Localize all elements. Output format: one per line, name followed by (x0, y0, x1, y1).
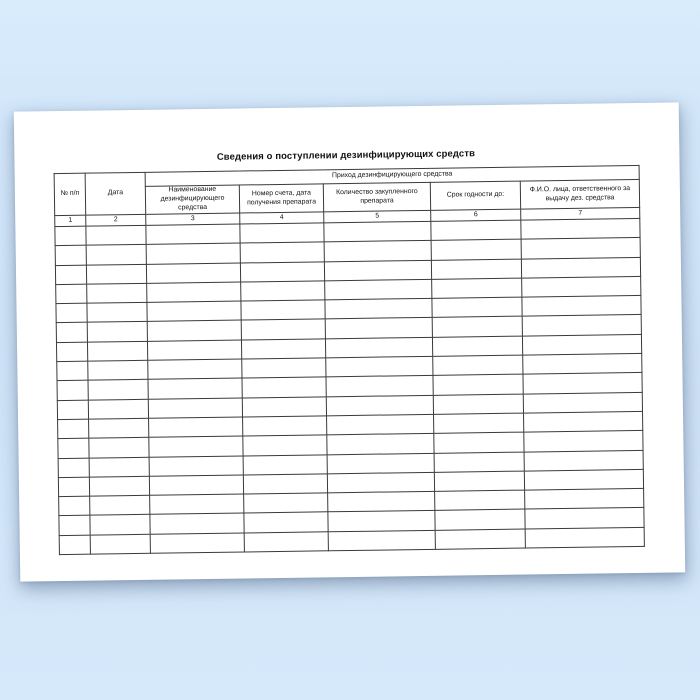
empty-cell (327, 434, 434, 455)
empty-cell (434, 452, 524, 473)
empty-cell (521, 218, 640, 239)
col-number-7: 7 (521, 207, 640, 220)
empty-cell (244, 512, 328, 532)
empty-cell (90, 495, 150, 515)
col-header-quantity: Количество закупленного препарата (323, 182, 430, 211)
empty-cell (326, 356, 433, 377)
empty-cell (148, 398, 242, 419)
empty-cell (147, 301, 241, 322)
empty-cell (57, 400, 88, 420)
empty-cell (149, 417, 243, 438)
empty-cell (89, 418, 149, 438)
empty-cell (241, 339, 325, 359)
disinfectant-intake-table (54, 165, 645, 555)
empty-cell (241, 319, 325, 339)
empty-cell (434, 471, 524, 492)
empty-cell (432, 336, 522, 357)
empty-cell (149, 436, 243, 457)
empty-cell (56, 342, 87, 362)
empty-cell (146, 263, 240, 284)
empty-cell (147, 320, 241, 341)
empty-cell (89, 457, 149, 477)
empty-cell (524, 411, 643, 432)
empty-cell (58, 438, 89, 458)
empty-cell (149, 456, 243, 477)
empty-cell (57, 361, 88, 381)
empty-cell (522, 334, 641, 355)
empty-cell (325, 318, 432, 339)
col-header-number: № п/п (54, 173, 86, 215)
empty-cell (327, 472, 434, 493)
empty-cell (431, 239, 521, 260)
empty-cell (432, 278, 522, 299)
empty-cell (435, 490, 525, 511)
empty-cell (325, 337, 432, 358)
col-header-invoice: Номер счета, дата получения препарата (239, 184, 323, 213)
paper-sheet (14, 102, 685, 581)
empty-cell (521, 238, 640, 259)
empty-cell (86, 264, 146, 284)
empty-cell (149, 475, 243, 496)
empty-cell (55, 245, 86, 265)
empty-cell (56, 323, 87, 343)
empty-cell (86, 225, 146, 245)
empty-cell (328, 491, 435, 512)
empty-cell (324, 241, 431, 262)
empty-cell (244, 493, 328, 513)
empty-cell (244, 532, 328, 552)
empty-cell (150, 533, 244, 554)
empty-cell (326, 395, 433, 416)
empty-cell (240, 261, 324, 281)
empty-cell (524, 450, 643, 471)
empty-cell (88, 380, 148, 400)
empty-cell (434, 413, 524, 434)
empty-cell (328, 511, 435, 532)
empty-cell (240, 223, 324, 243)
empty-cell (87, 322, 147, 342)
empty-cell (243, 435, 327, 455)
empty-cell (56, 284, 87, 304)
empty-cell (243, 454, 327, 474)
col-header-expiry: Срок годности до: (430, 181, 520, 210)
col-number-2: 2 (86, 214, 146, 226)
empty-cell (521, 257, 640, 278)
group-header-intake: Приход дезинфицирующего средства (145, 165, 639, 186)
page-title: Сведения о поступлении дезинфицирующих средств (216, 148, 476, 163)
empty-cell (522, 315, 641, 336)
empty-cell (432, 317, 522, 338)
empty-cell (433, 374, 523, 395)
empty-cell (431, 259, 521, 280)
empty-cell (324, 221, 431, 242)
empty-cell (433, 355, 523, 376)
empty-cell (58, 458, 89, 478)
empty-cell (435, 529, 525, 550)
empty-cell (87, 283, 147, 303)
empty-cell (88, 360, 148, 380)
empty-cell (327, 453, 434, 474)
empty-cell (435, 510, 525, 531)
empty-cell (431, 220, 521, 241)
col-header-responsible: Ф.И.О. лица, ответственного за выдачу дез. средства (520, 179, 639, 209)
empty-cell (59, 496, 90, 516)
empty-cell (241, 281, 325, 301)
empty-cell (523, 392, 642, 413)
empty-cell (59, 535, 90, 555)
empty-cell (59, 516, 90, 536)
empty-cell (523, 353, 642, 374)
empty-cell (525, 508, 644, 529)
empty-cell (146, 243, 240, 264)
col-header-date: Дата (85, 172, 146, 215)
empty-cell (148, 359, 242, 380)
col-number-3: 3 (146, 213, 240, 225)
empty-cell (242, 358, 326, 378)
empty-cell (241, 300, 325, 320)
empty-cell (326, 376, 433, 397)
empty-cell (524, 431, 643, 452)
empty-cell (243, 416, 327, 436)
empty-cell (147, 282, 241, 303)
col-header-product-name: Наименование дезинфицирующего средства (145, 185, 239, 214)
empty-cell (327, 414, 434, 435)
empty-cell (148, 378, 242, 399)
empty-cell (86, 245, 146, 265)
empty-cell (324, 260, 431, 281)
empty-cell (55, 226, 86, 246)
empty-cell (146, 224, 240, 245)
empty-cell (56, 303, 87, 323)
empty-cell (522, 276, 641, 297)
col-number-6: 6 (431, 209, 521, 221)
col-number-4: 4 (240, 212, 324, 224)
empty-cell (432, 297, 522, 318)
empty-cell (87, 341, 147, 361)
empty-cell (89, 438, 149, 458)
empty-cell (525, 527, 644, 548)
empty-cell (434, 432, 524, 453)
table-body (55, 218, 645, 554)
empty-cell (90, 515, 150, 535)
empty-cell (58, 477, 89, 497)
empty-cell (58, 419, 89, 439)
empty-cell (242, 397, 326, 417)
empty-cell (433, 394, 523, 415)
empty-cell (325, 279, 432, 300)
empty-cell (522, 296, 641, 317)
empty-cell (55, 265, 86, 285)
empty-cell (57, 381, 88, 401)
empty-cell (88, 399, 148, 419)
col-number-5: 5 (324, 210, 431, 222)
empty-cell (147, 340, 241, 361)
empty-cell (523, 373, 642, 394)
col-number-1: 1 (55, 215, 86, 226)
table-header (54, 165, 640, 226)
empty-cell (240, 242, 324, 262)
empty-cell (242, 377, 326, 397)
empty-cell (524, 469, 643, 490)
empty-cell (87, 303, 147, 323)
empty-cell (150, 494, 244, 515)
empty-cell (90, 534, 150, 554)
empty-cell (150, 513, 244, 534)
empty-cell (525, 489, 644, 510)
empty-cell (243, 474, 327, 494)
empty-cell (89, 476, 149, 496)
empty-cell (325, 299, 432, 320)
empty-cell (328, 530, 435, 551)
